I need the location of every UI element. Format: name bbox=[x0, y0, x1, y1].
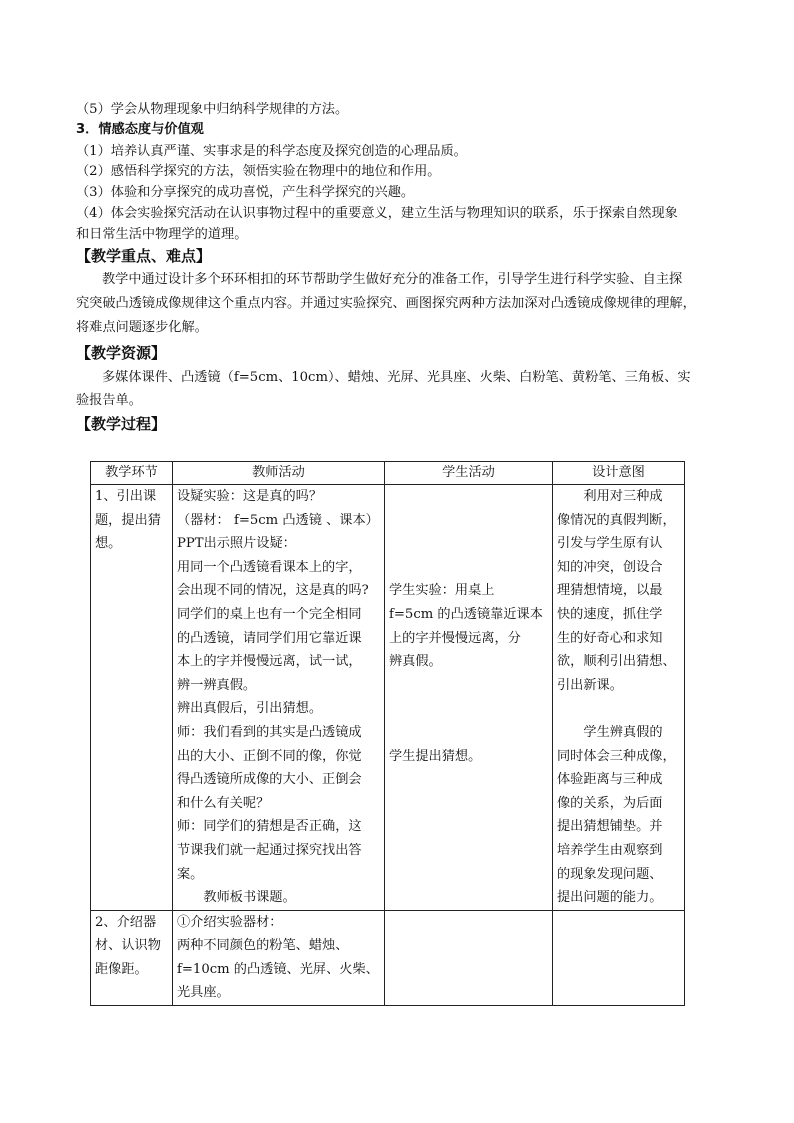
teacher-cell bbox=[173, 910, 385, 1005]
cell-text: 节课我们就一起通过探究找出答 bbox=[177, 842, 362, 858]
cell-text: 辨真假。 bbox=[389, 654, 442, 670]
intro-line: 和日常生活中物理学的道理。 bbox=[76, 227, 248, 242]
cell-text: 学生实验：用桌上 bbox=[389, 583, 495, 599]
paragraph-line: 究突破凸透镜成像规律这个重点内容。并通过实验探究、画图探究两种方法加深对凸透镜成像规律的理解， bbox=[76, 296, 696, 311]
cell-text: 的凸透镜，请同学们用它靠近课 bbox=[177, 630, 362, 646]
student-cell bbox=[385, 910, 553, 1005]
cell-text: 会出现不同的情况，这是真的吗? bbox=[177, 583, 369, 599]
teacher-cell bbox=[173, 485, 385, 911]
cell-text: 教师板书课题。 bbox=[203, 890, 296, 906]
cell-text: ①介绍实验器材： bbox=[177, 914, 283, 930]
paragraph-line: 教学中通过设计多个环环相扣的环节帮助学生做好充分的准备工作，引导学生进行科学实验、自主探 bbox=[102, 272, 683, 287]
cell-text: 快的速度，抓住学 bbox=[557, 606, 663, 622]
cell-text: 题，提出猜 bbox=[95, 512, 161, 528]
cell-text: 同学们的桌上也有一个完全相同 bbox=[177, 606, 362, 622]
column-header-student: 学生活动 bbox=[385, 462, 553, 485]
intro-line: （3）体验和分享探究的成功喜悦，产生科学探究的兴趣。 bbox=[76, 185, 415, 200]
cell-text: 辨一辨真假。 bbox=[177, 677, 257, 693]
cell-text: 材、认识物 bbox=[95, 938, 161, 954]
intro-line: （1）培养认真严谨、实事求是的科学态度及探究创造的心理品质。 bbox=[76, 144, 467, 159]
cell-text: 辨出真假后，引出猜想。 bbox=[177, 701, 323, 717]
heading-resources: 【教学资源】 bbox=[76, 344, 167, 362]
intent-cell bbox=[553, 485, 685, 911]
cell-text: PPT出示照片设疑： bbox=[177, 536, 296, 552]
cell-text: 用同一个凸透镜看课本上的字， bbox=[177, 559, 362, 575]
cell-text: 像情况的真假判断， bbox=[557, 512, 676, 528]
cell-text: 两种不同颜色的粉笔、蜡烛、 bbox=[177, 938, 349, 954]
cell-text: 培养学生由观察到 bbox=[557, 842, 663, 858]
stage-cell bbox=[91, 485, 173, 911]
table-row bbox=[91, 485, 685, 911]
cell-text: 师：同学们的猜想是否正确，这 bbox=[177, 819, 362, 835]
cell-text: 光具座。 bbox=[177, 985, 230, 1001]
cell-text: （器材： f=5cm 凸透镜 、课本） bbox=[177, 512, 379, 528]
cell-text: 的现象发现问题、 bbox=[557, 866, 663, 882]
heading-process: 【教学过程】 bbox=[76, 415, 167, 433]
student-cell bbox=[385, 485, 553, 911]
lesson-process-table bbox=[90, 461, 685, 1006]
cell-text: 学生辨真假的 bbox=[583, 724, 663, 740]
intro-line: （4）体会实验探究活动在认识事物过程中的重要意义，建立生活与物理知识的联系，乐于探索自然现象 bbox=[76, 206, 678, 221]
cell-text: 生的好奇心和求知 bbox=[557, 630, 663, 646]
table-row bbox=[91, 910, 685, 1005]
intent-cell bbox=[553, 910, 685, 1005]
cell-text: 设疑实验：这是真的吗？ bbox=[177, 489, 323, 504]
cell-text: 欲，顺利引出猜想、 bbox=[557, 654, 676, 670]
table-header-row bbox=[91, 462, 685, 485]
paragraph-line: 将难点问题逐步化解。 bbox=[76, 320, 208, 335]
cell-text: 想。 bbox=[95, 536, 122, 552]
cell-text: 提出问题的能力。 bbox=[557, 890, 663, 906]
cell-text: 像的关系，为后面 bbox=[557, 795, 663, 811]
cell-text: 和什么有关呢？ bbox=[177, 795, 270, 811]
cell-text: 同时体会三种成像， bbox=[557, 748, 676, 764]
cell-text: f=5cm 的凸透镜靠近课本 bbox=[389, 606, 543, 622]
cell-text: f=10cm 的凸透镜、光屏、火柴、 bbox=[177, 961, 379, 977]
cell-text: 1、引出课 bbox=[95, 489, 157, 504]
intro-line: （2）感悟科学探究的方法，领悟实验在物理中的地位和作用。 bbox=[76, 164, 441, 179]
cell-text: 学生提出猜想。 bbox=[389, 748, 482, 764]
cell-text: 知的冲突，创设合 bbox=[557, 559, 663, 575]
paragraph-line: 验报告单。 bbox=[76, 393, 142, 408]
cell-text: 2、介绍器 bbox=[95, 914, 157, 930]
column-header-stage: 教学环节 bbox=[91, 462, 173, 485]
cell-text: 体验距离与三种成 bbox=[557, 772, 663, 788]
cell-text: 案。 bbox=[177, 866, 204, 882]
cell-text: 理猜想情境，以最 bbox=[557, 583, 663, 599]
stage-cell bbox=[91, 910, 173, 1005]
cell-text: 本上的字并慢慢远离，试一试， bbox=[177, 654, 362, 670]
section-title-emotion: 3．情感态度与价值观 bbox=[76, 122, 204, 137]
cell-text: 引出新课。 bbox=[557, 677, 623, 693]
cell-text: 引发与学生原有认 bbox=[557, 536, 663, 552]
cell-text: 利用对三种成 bbox=[583, 489, 663, 504]
cell-text: 提出猜想铺垫。并 bbox=[557, 819, 663, 835]
heading-key-points: 【教学重点、难点】 bbox=[76, 247, 212, 265]
paragraph-line: 多媒体课件、凸透镜（f=5cm、10cm）、蜡烛、光屏、光具座、火柴、白粉笔、黄粉笔、三角板、实 bbox=[102, 370, 691, 385]
column-header-teacher: 教师活动 bbox=[173, 462, 385, 485]
column-header-intent: 设计意图 bbox=[553, 462, 685, 485]
intro-line: （5）学会从物理现象中归纳科学规律的方法。 bbox=[76, 102, 349, 117]
cell-text: 得凸透镜所成像的大小、正倒会 bbox=[177, 772, 362, 788]
cell-text: 师：我们看到的其实是凸透镜成 bbox=[177, 724, 362, 740]
cell-text: 上的字并慢慢远离，分 bbox=[389, 630, 521, 646]
cell-text: 距像距。 bbox=[95, 961, 148, 977]
cell-text: 出的大小、正倒不同的像，你觉 bbox=[177, 748, 362, 764]
